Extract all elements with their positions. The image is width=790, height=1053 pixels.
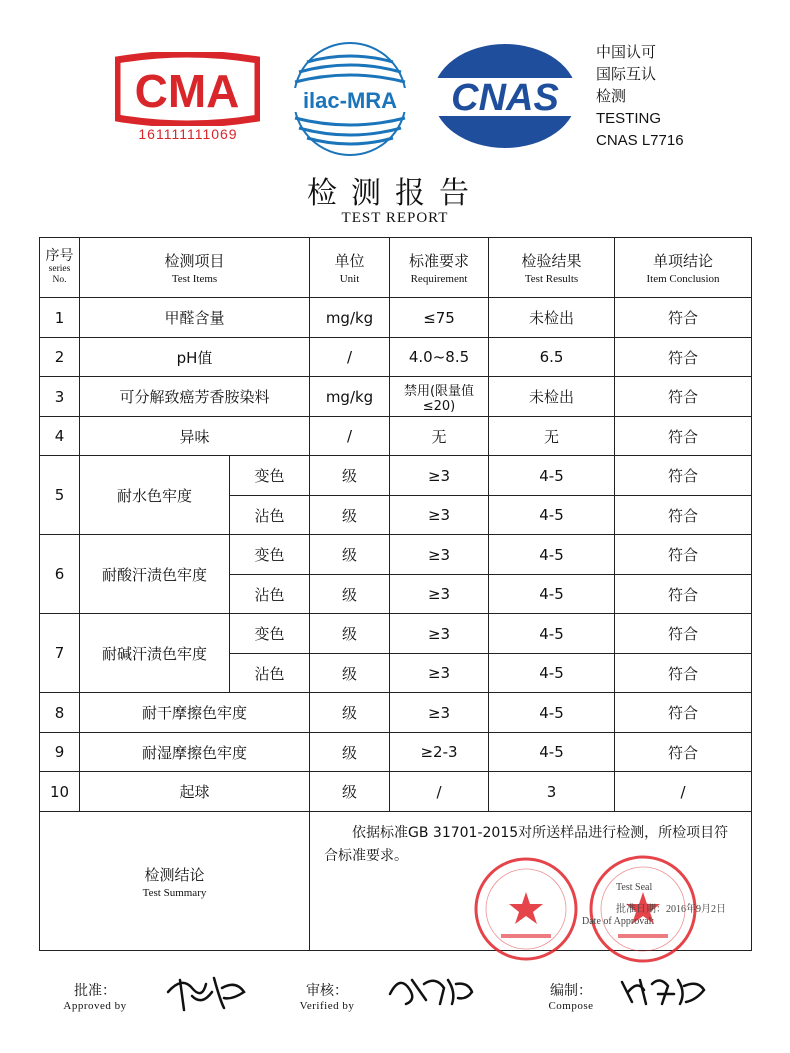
approved-label-cn: 批准： [74,983,116,999]
row-subitem: 变色 [230,535,310,575]
summary-label [40,812,310,951]
cnas-line: TESTING [596,110,662,127]
row-unit: 级 [310,733,390,772]
row-item: pH值 [80,338,310,377]
row-unit: / [310,417,390,456]
table-row [40,614,752,654]
row-result: 4-5 [489,693,615,733]
row-no: 9 [40,733,80,772]
row-req: ≥2-3 [390,733,489,772]
table-row [40,535,752,575]
row-req: 禁用(限量值≤20) [390,377,489,417]
row-req: 无 [390,417,489,456]
verified-label-en: Verified by [299,1000,355,1012]
row-result: 未检出 [489,298,615,338]
header-result [489,238,615,298]
row-req: ≥3 [390,535,489,575]
header-concl-en: Item Conclusion [646,273,720,285]
cnas-accreditation-text [596,42,684,152]
cnas-line: CNAS L7716 [596,132,684,149]
report-title-cn: 检测报告 [307,176,483,211]
table-row [40,298,752,338]
header-unit-en: Unit [339,273,360,285]
row-item: 异味 [80,417,310,456]
row-conclusion: 符合 [615,614,752,654]
row-result: 4-5 [489,654,615,693]
row-req: / [390,772,489,812]
ilac-logo-text: ilac-MRA [302,88,398,113]
row-subitem: 沾色 [230,654,310,693]
seal-caption-date-label: Date of Approval: [582,916,655,927]
header-result-en: Test Results [524,273,579,285]
row-conclusion: 符合 [615,338,752,377]
row-result: 未检出 [489,377,615,417]
cnas-line: 国际互认 [596,66,657,83]
row-unit: 级 [310,535,390,575]
header-item [80,238,310,298]
table-row [40,772,752,812]
compose-label-cn: 编制： [550,983,592,999]
test-report-table [39,237,752,951]
row-unit: 级 [310,496,390,535]
row-item: 耐碱汗渍色牢度 [80,614,230,693]
header-seq-cn: 序号 [45,248,74,264]
summary-text: 依据标准GB 31701-2015对所送样品进行检测，所检项目符合标准要求。 [324,825,729,864]
approver-signature [162,970,250,1014]
row-conclusion: 符合 [615,654,752,693]
row-subitem: 沾色 [230,575,310,614]
row-item: 耐酸汗渍色牢度 [80,535,230,614]
row-result: 4-5 [489,614,615,654]
row-req: ≥3 [390,693,489,733]
approved-label-en: Approved by [63,1000,127,1012]
row-no: 2 [40,338,80,377]
row-req: ≥3 [390,456,489,496]
table-row [40,456,752,496]
row-conclusion: 符合 [615,535,752,575]
header-unit [310,238,390,298]
header-requirement [390,238,489,298]
header-result-cn: 检验结果 [521,252,582,270]
row-unit: 级 [310,654,390,693]
row-subitem: 沾色 [230,496,310,535]
row-item: 起球 [80,772,310,812]
row-unit: mg/kg [310,298,390,338]
row-conclusion: 符合 [615,496,752,535]
cma-logo-text: CMA [134,65,240,117]
ilac-mra-logo [287,40,413,158]
row-no: 3 [40,377,80,417]
header-req-cn: 标准要求 [409,252,470,270]
row-result: 6.5 [489,338,615,377]
row-item: 耐湿摩擦色牢度 [80,733,310,772]
header-seq-en: series [48,264,71,274]
report-title-en: TEST REPORT [341,210,449,226]
table-header-row [40,238,752,298]
header-seq [40,238,80,298]
cnas-line: 检测 [596,88,627,105]
cnas-line: 中国认可 [596,44,657,61]
row-unit: / [310,338,390,377]
row-result: 3 [489,772,615,812]
row-item: 甲醛含量 [80,298,310,338]
row-conclusion: 符合 [615,298,752,338]
row-no: 5 [40,456,80,535]
header-seq-en-no: No. [52,275,67,285]
row-subitem: 变色 [230,456,310,496]
header-item-en: Test Items [171,273,218,285]
composer-signature [618,972,708,1010]
row-req: ≥3 [390,654,489,693]
row-conclusion: 符合 [615,693,752,733]
summary-label-cn: 检测结论 [144,865,205,884]
seal-caption-approval-date: 批准日期：2016年9月2日 [616,904,727,915]
table-row [40,377,752,417]
summary-label-en: Test Summary [142,886,207,899]
row-result: 4-5 [489,456,615,496]
row-result: 4-5 [489,496,615,535]
row-result: 无 [489,417,615,456]
row-no: 8 [40,693,80,733]
row-unit: mg/kg [310,377,390,417]
row-conclusion: 符合 [615,575,752,614]
verifier-signature [386,970,476,1010]
header-item-cn: 检测项目 [164,252,225,270]
row-conclusion: 符合 [615,377,752,417]
row-no: 6 [40,535,80,614]
row-req: ≤75 [390,298,489,338]
row-conclusion: 符合 [615,733,752,772]
cnas-logo [430,42,580,150]
compose-block [536,980,606,1012]
row-unit: 级 [310,693,390,733]
header-concl-cn: 单项结论 [653,252,714,270]
row-unit: 级 [310,575,390,614]
row-req: ≥3 [390,614,489,654]
row-item: 可分解致癌芳香胺染料 [80,377,310,417]
row-conclusion: / [615,772,752,812]
table-row [40,693,752,733]
cma-logo [115,52,260,126]
compose-label-en: Compose [548,1000,594,1012]
row-no: 4 [40,417,80,456]
row-result: 4-5 [489,535,615,575]
cnas-logo-text: CNAS [451,77,559,119]
table-row [40,733,752,772]
row-unit: 级 [310,456,390,496]
row-result: 4-5 [489,733,615,772]
verified-label-cn: 审核： [306,983,348,999]
row-no: 1 [40,298,80,338]
seal-caption-test-seal: Test Seal [616,882,653,893]
seal-stamp-left [473,856,579,962]
row-conclusion: 符合 [615,456,752,496]
row-req: 4.0~8.5 [390,338,489,377]
header-req-en: Requirement [410,273,468,285]
row-req: ≥3 [390,496,489,535]
summary-row [40,812,752,951]
summary-content [310,812,752,951]
cma-code: 161111111069 [138,126,238,142]
approved-by-block [50,980,140,1012]
row-unit: 级 [310,772,390,812]
row-req: ≥3 [390,575,489,614]
row-item: 耐水色牢度 [80,456,230,535]
header-conclusion [615,238,752,298]
header-unit-cn: 单位 [334,252,365,270]
row-subitem: 变色 [230,614,310,654]
verified-by-block [292,980,362,1012]
table-row [40,338,752,377]
row-conclusion: 符合 [615,417,752,456]
row-item: 耐干摩擦色牢度 [80,693,310,733]
row-unit: 级 [310,614,390,654]
row-no: 7 [40,614,80,693]
table-row [40,417,752,456]
row-result: 4-5 [489,575,615,614]
row-no: 10 [40,772,80,812]
